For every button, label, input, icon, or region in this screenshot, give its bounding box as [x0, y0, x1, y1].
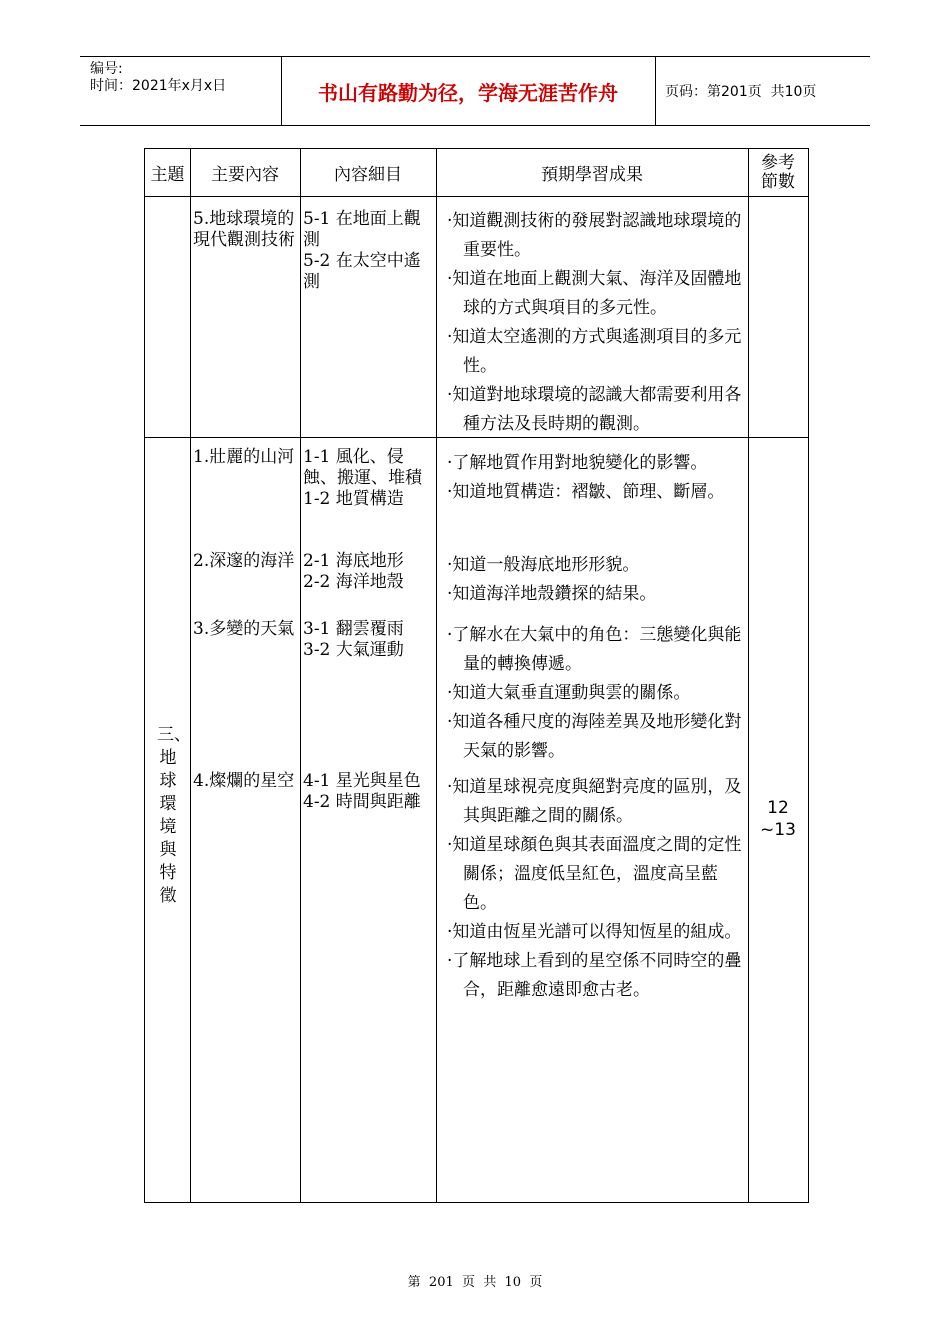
- detail-item: 1-2 地質構造: [303, 489, 404, 509]
- column-divider: [190, 149, 191, 1202]
- details-list: [303, 447, 435, 510]
- outcome-item: ·知道太空遙測的方式與遙測項目的多元性。: [447, 327, 742, 376]
- column-divider: [436, 149, 437, 1202]
- outcome-item: ·了解地球上看到的星空係不同時空的疊合，距離愈遠即愈古老。: [447, 951, 742, 1000]
- time-label: 时间：2021年x月x日: [90, 78, 227, 94]
- detail-item: 5-2 在太空中遙測: [303, 251, 421, 292]
- detail-item: 3-1 翻雲覆雨: [303, 619, 404, 639]
- details-list: [303, 771, 435, 813]
- details-list: [303, 551, 435, 593]
- page-header: [80, 56, 870, 126]
- main-content-item: 2.深邃的海洋: [193, 551, 295, 571]
- outcome-item: ·知道各種尺度的海陸差異及地形變化對天氣的影響。: [447, 712, 742, 761]
- outcome-item: ·知道大氣垂直運動與雲的關係。: [447, 683, 691, 703]
- details-list: [303, 209, 435, 293]
- main-content-item: 5.地球環境的現代觀測技術: [193, 209, 295, 250]
- outcomes-list: [439, 207, 743, 439]
- outcome-item: ·知道星球顏色與其表面溫度之間的定性關係；溫度低呈紅色，溫度高呈藍色。: [447, 835, 742, 913]
- outcome-item: ·知道星球視亮度與絕對亮度的區別，及其與距離之間的關係。: [447, 777, 742, 826]
- curriculum-table: [144, 148, 809, 1203]
- outcome-item: ·了解地質作用對地貌變化的影響。: [447, 453, 708, 473]
- outcome-item: ·了解水在大氣中的角色：三態變化與能量的轉換傳遞。: [447, 625, 742, 674]
- detail-item: 5-1 在地面上觀測: [303, 209, 421, 250]
- header-motto: 书山有路勤为径，学海无涯苦作舟: [318, 80, 618, 105]
- outcomes-list: [439, 551, 743, 609]
- header-meta: [90, 61, 226, 95]
- outcome-item: ·知道對地球環境的認識大都需要利用各種方法及長時期的觀測。: [447, 385, 742, 434]
- header-periods: 參考 節數: [761, 152, 795, 192]
- outcome-item: ·知道觀測技術的發展對認識地球環境的重要性。: [447, 211, 742, 260]
- header-content-details: 內容細目: [334, 165, 402, 185]
- detail-item: 4-2 時間與距離: [303, 792, 421, 812]
- main-content-item: 1.壯麗的山河: [193, 447, 295, 467]
- page-footer: 第 201 页 共 10 页: [407, 1275, 543, 1290]
- detail-item: 1-1 風化、侵蝕、搬運、堆積: [303, 447, 422, 488]
- outcomes-list: [439, 449, 743, 507]
- outcomes-list: [439, 621, 743, 766]
- detail-item: 2-2 海洋地殼: [303, 572, 404, 592]
- column-divider: [748, 149, 749, 1202]
- header-divider: [655, 57, 656, 125]
- column-divider: [300, 149, 301, 1202]
- main-content-item: 3.多變的天氣: [193, 619, 295, 639]
- outcome-item: ·知道一般海底地形形貌。: [447, 555, 640, 575]
- header-theme: 主題: [150, 165, 185, 185]
- detail-item: 4-1 星光與星色: [303, 771, 421, 791]
- header-page-info: 页码：第201页 共10页: [665, 84, 817, 100]
- outcomes-list: [439, 773, 743, 1005]
- outcome-item: ·知道在地面上觀測大氣、海洋及固體地球的方式與項目的多元性。: [447, 269, 742, 318]
- outcome-item: ·知道地質構造：褶皺、節理、斷層。: [447, 482, 725, 502]
- outcome-item: ·知道海洋地殼鑽探的結果。: [447, 584, 657, 604]
- theme-label: 三、地球環境與特徵: [157, 725, 191, 906]
- main-content-item: 4.燦爛的星空: [193, 771, 295, 791]
- detail-item: 2-1 海底地形: [303, 551, 404, 571]
- header-learning-outcomes: 預期學習成果: [541, 165, 643, 185]
- serial-label: 编号:: [90, 61, 123, 77]
- detail-item: 3-2 大氣運動: [303, 640, 404, 660]
- header-main-content: 主要內容: [211, 165, 279, 185]
- details-list: [303, 619, 435, 661]
- row-divider: [145, 196, 808, 197]
- periods-value: 12 ~13: [760, 798, 796, 840]
- outcome-item: ·知道由恆星光譜可以得知恆星的組成。: [447, 922, 742, 942]
